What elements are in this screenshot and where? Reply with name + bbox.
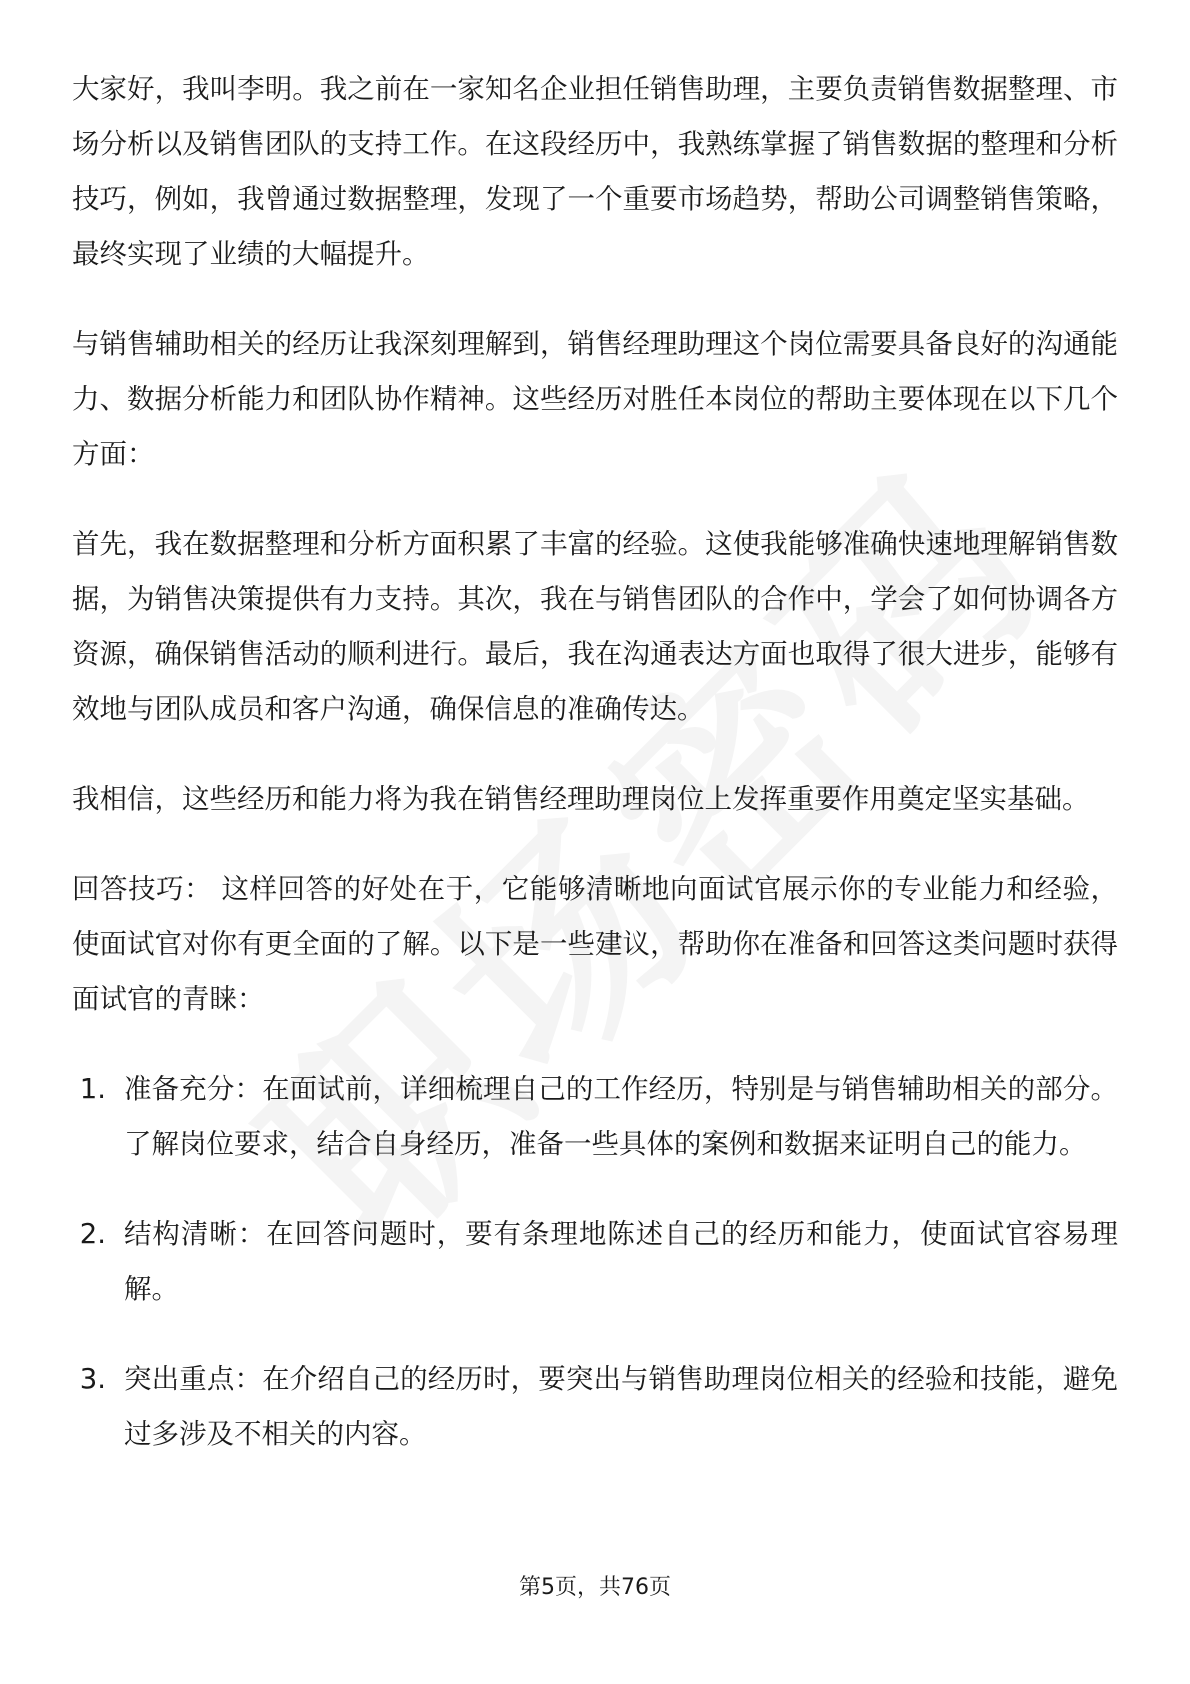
list-item-number: 2. <box>79 1218 106 1250</box>
document-body <box>72 62 1118 1497</box>
list-item <box>72 1062 1118 1172</box>
paragraph-conclusion: 我相信，这些经历和能力将为我在销售经理助理岗位上发挥重要作用奠定坚实基础。 <box>72 783 1090 815</box>
list-item-text: 准备充分：在面试前，详细梳理自己的工作经历，特别是与销售辅助相关的部分。了解岗位要求，结合自身经历，准备一些具体的案例和数据来证明自己的能力。 <box>124 1073 1118 1160</box>
paragraph-strengths: 首先，我在数据整理和分析方面积累了丰富的经验。这使我能够准确快速地理解销售数据，为销售决策提供有力支持。其次，我在与销售团队的合作中，学会了如何协调各方资源，确保销售活动的顺利进行。最后，我在沟通表达方面也取得了很大进步，能够有效地与团队成员和客户沟通，确保信息的准确传达。 <box>72 528 1118 725</box>
list-item <box>72 1352 1118 1462</box>
list-item-text: 突出重点：在介绍自己的经历时，要突出与销售助理岗位相关的经验和技能，避免过多涉及不相关的内容。 <box>124 1363 1118 1450</box>
paragraph-experience: 与销售辅助相关的经历让我深刻理解到，销售经理助理这个岗位需要具备良好的沟通能力、数据分析能力和团队协作精神。这些经历对胜任本岗位的帮助主要体现在以下几个方面： <box>72 328 1118 470</box>
list-item-number: 3. <box>79 1363 106 1395</box>
list-item <box>72 1207 1118 1317</box>
paragraph-answer-tips: 回答技巧： 这样回答的好处在于，它能够清晰地向面试官展示你的专业能力和经验，使面试官对你有更全面的了解。以下是一些建议，帮助你在准备和回答这类问题时获得面试官的青睐： <box>72 873 1118 1015</box>
list-item-number: 1. <box>79 1073 106 1105</box>
list-item-text: 结构清晰：在回答问题时，要有条理地陈述自己的经历和能力，使面试官容易理解。 <box>124 1218 1118 1305</box>
tips-list <box>72 1062 1118 1462</box>
paragraph-intro: 大家好，我叫李明。我之前在一家知名企业担任销售助理，主要负责销售数据整理、市场分析以及销售团队的支持工作。在这段经历中，我熟练掌握了销售数据的整理和分析技巧，例如，我曾通过数据整理，发现了一个重要市场趋势，帮助公司调整销售策略，最终实现了业绩的大幅提升。 <box>72 73 1118 270</box>
page-number: 第5页，共76页 <box>519 1575 671 1600</box>
